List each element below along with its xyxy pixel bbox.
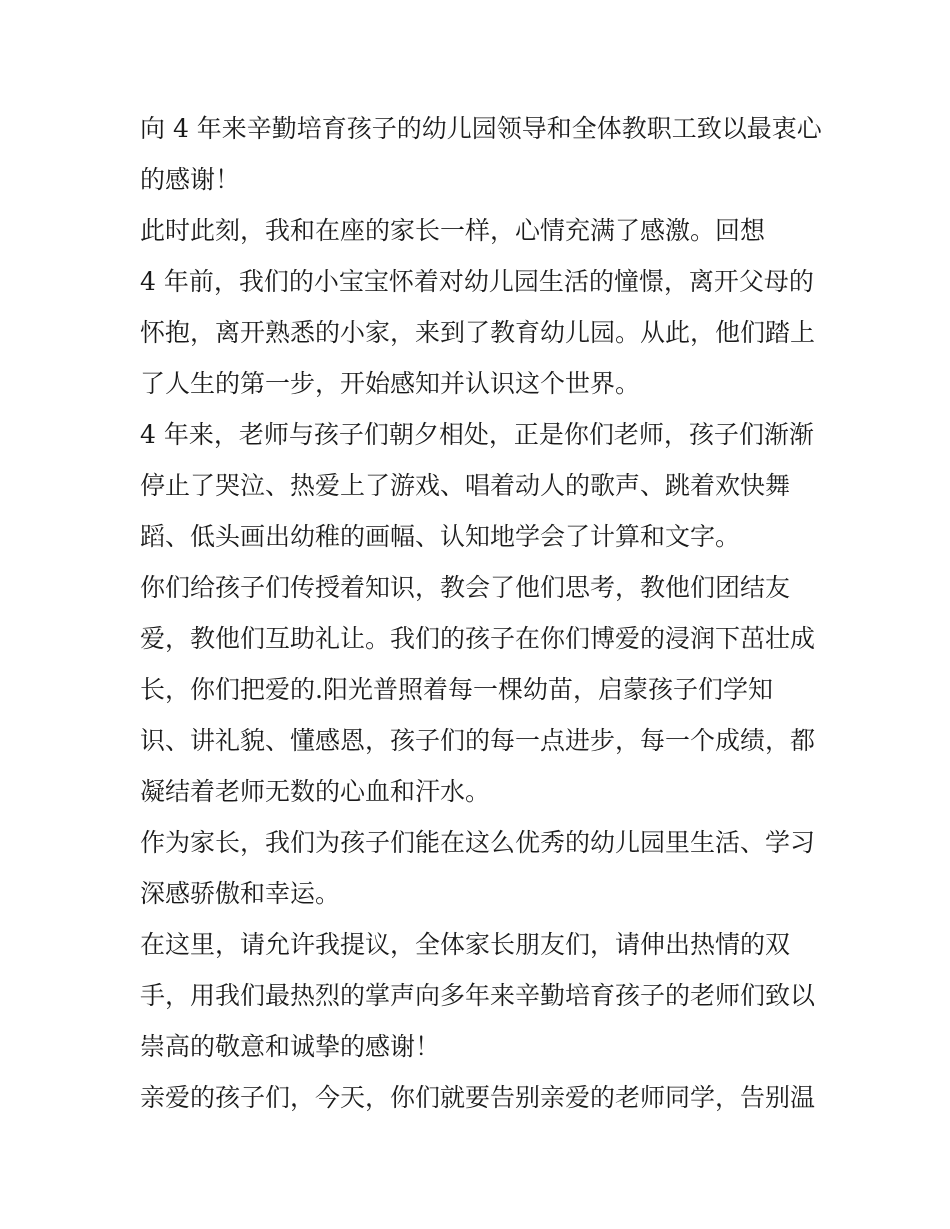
text-line: 在这里，请允许我提议，全体家长朋友们，请伸出热情的双 [140, 930, 791, 959]
text-line: 4 年来，老师与孩子们朝夕相处，正是你们老师，孩子们渐渐 [140, 420, 814, 449]
text-line: 凝结着老师无数的心血和汗水。 [140, 777, 491, 806]
text-line: 蹈、低头画出幼稚的画幅、认知地学会了计算和文字。 [140, 522, 741, 551]
text-line: 深感骄傲和幸运。 [140, 879, 341, 908]
text-line: 你们给孩子们传授着知识，教会了他们思考，教他们团结友 [140, 573, 791, 602]
text-line: 崇高的敬意和诚挚的感谢！ [140, 1032, 441, 1061]
text-line: 向 4 年来辛勤培育孩子的幼儿园领导和全体教职工致以最衷心 [140, 114, 822, 143]
text-line: 此时此刻，我和在座的家长一样，心情充满了感激。回想 [140, 216, 766, 245]
text-line: 手，用我们最热烈的掌声向多年来辛勤培育孩子的老师们致以 [140, 981, 816, 1010]
text-line: 识、讲礼貌、懂感恩，孩子们的每一点进步，每一个成绩，都 [140, 726, 816, 755]
text-line: 的感谢！ [140, 165, 241, 194]
text-line: 了人生的第一步，开始感知并认识这个世界。 [140, 369, 641, 398]
text-line: 停止了哭泣、热爱上了游戏、唱着动人的歌声、跳着欢快舞 [140, 471, 791, 500]
text-line: 爱，教他们互助礼让。我们的孩子在你们博爱的浸润下茁壮成 [140, 624, 816, 653]
text-line: 怀抱，离开熟悉的小家，来到了教育幼儿园。从此，他们踏上 [140, 318, 816, 347]
body-text [140, 103, 820, 1123]
text-line: 4 年前，我们的小宝宝怀着对幼儿园生活的憧憬，离开父母的 [140, 267, 814, 296]
text-line: 长，你们把爱的.阳光普照着每一棵幼苗，启蒙孩子们学知 [140, 675, 773, 704]
text-line: 作为家长，我们为孩子们能在这么优秀的幼儿园里生活、学习 [140, 828, 816, 857]
text-line: 亲爱的孩子们，今天，你们就要告别亲爱的老师同学，告别温 [140, 1083, 816, 1112]
